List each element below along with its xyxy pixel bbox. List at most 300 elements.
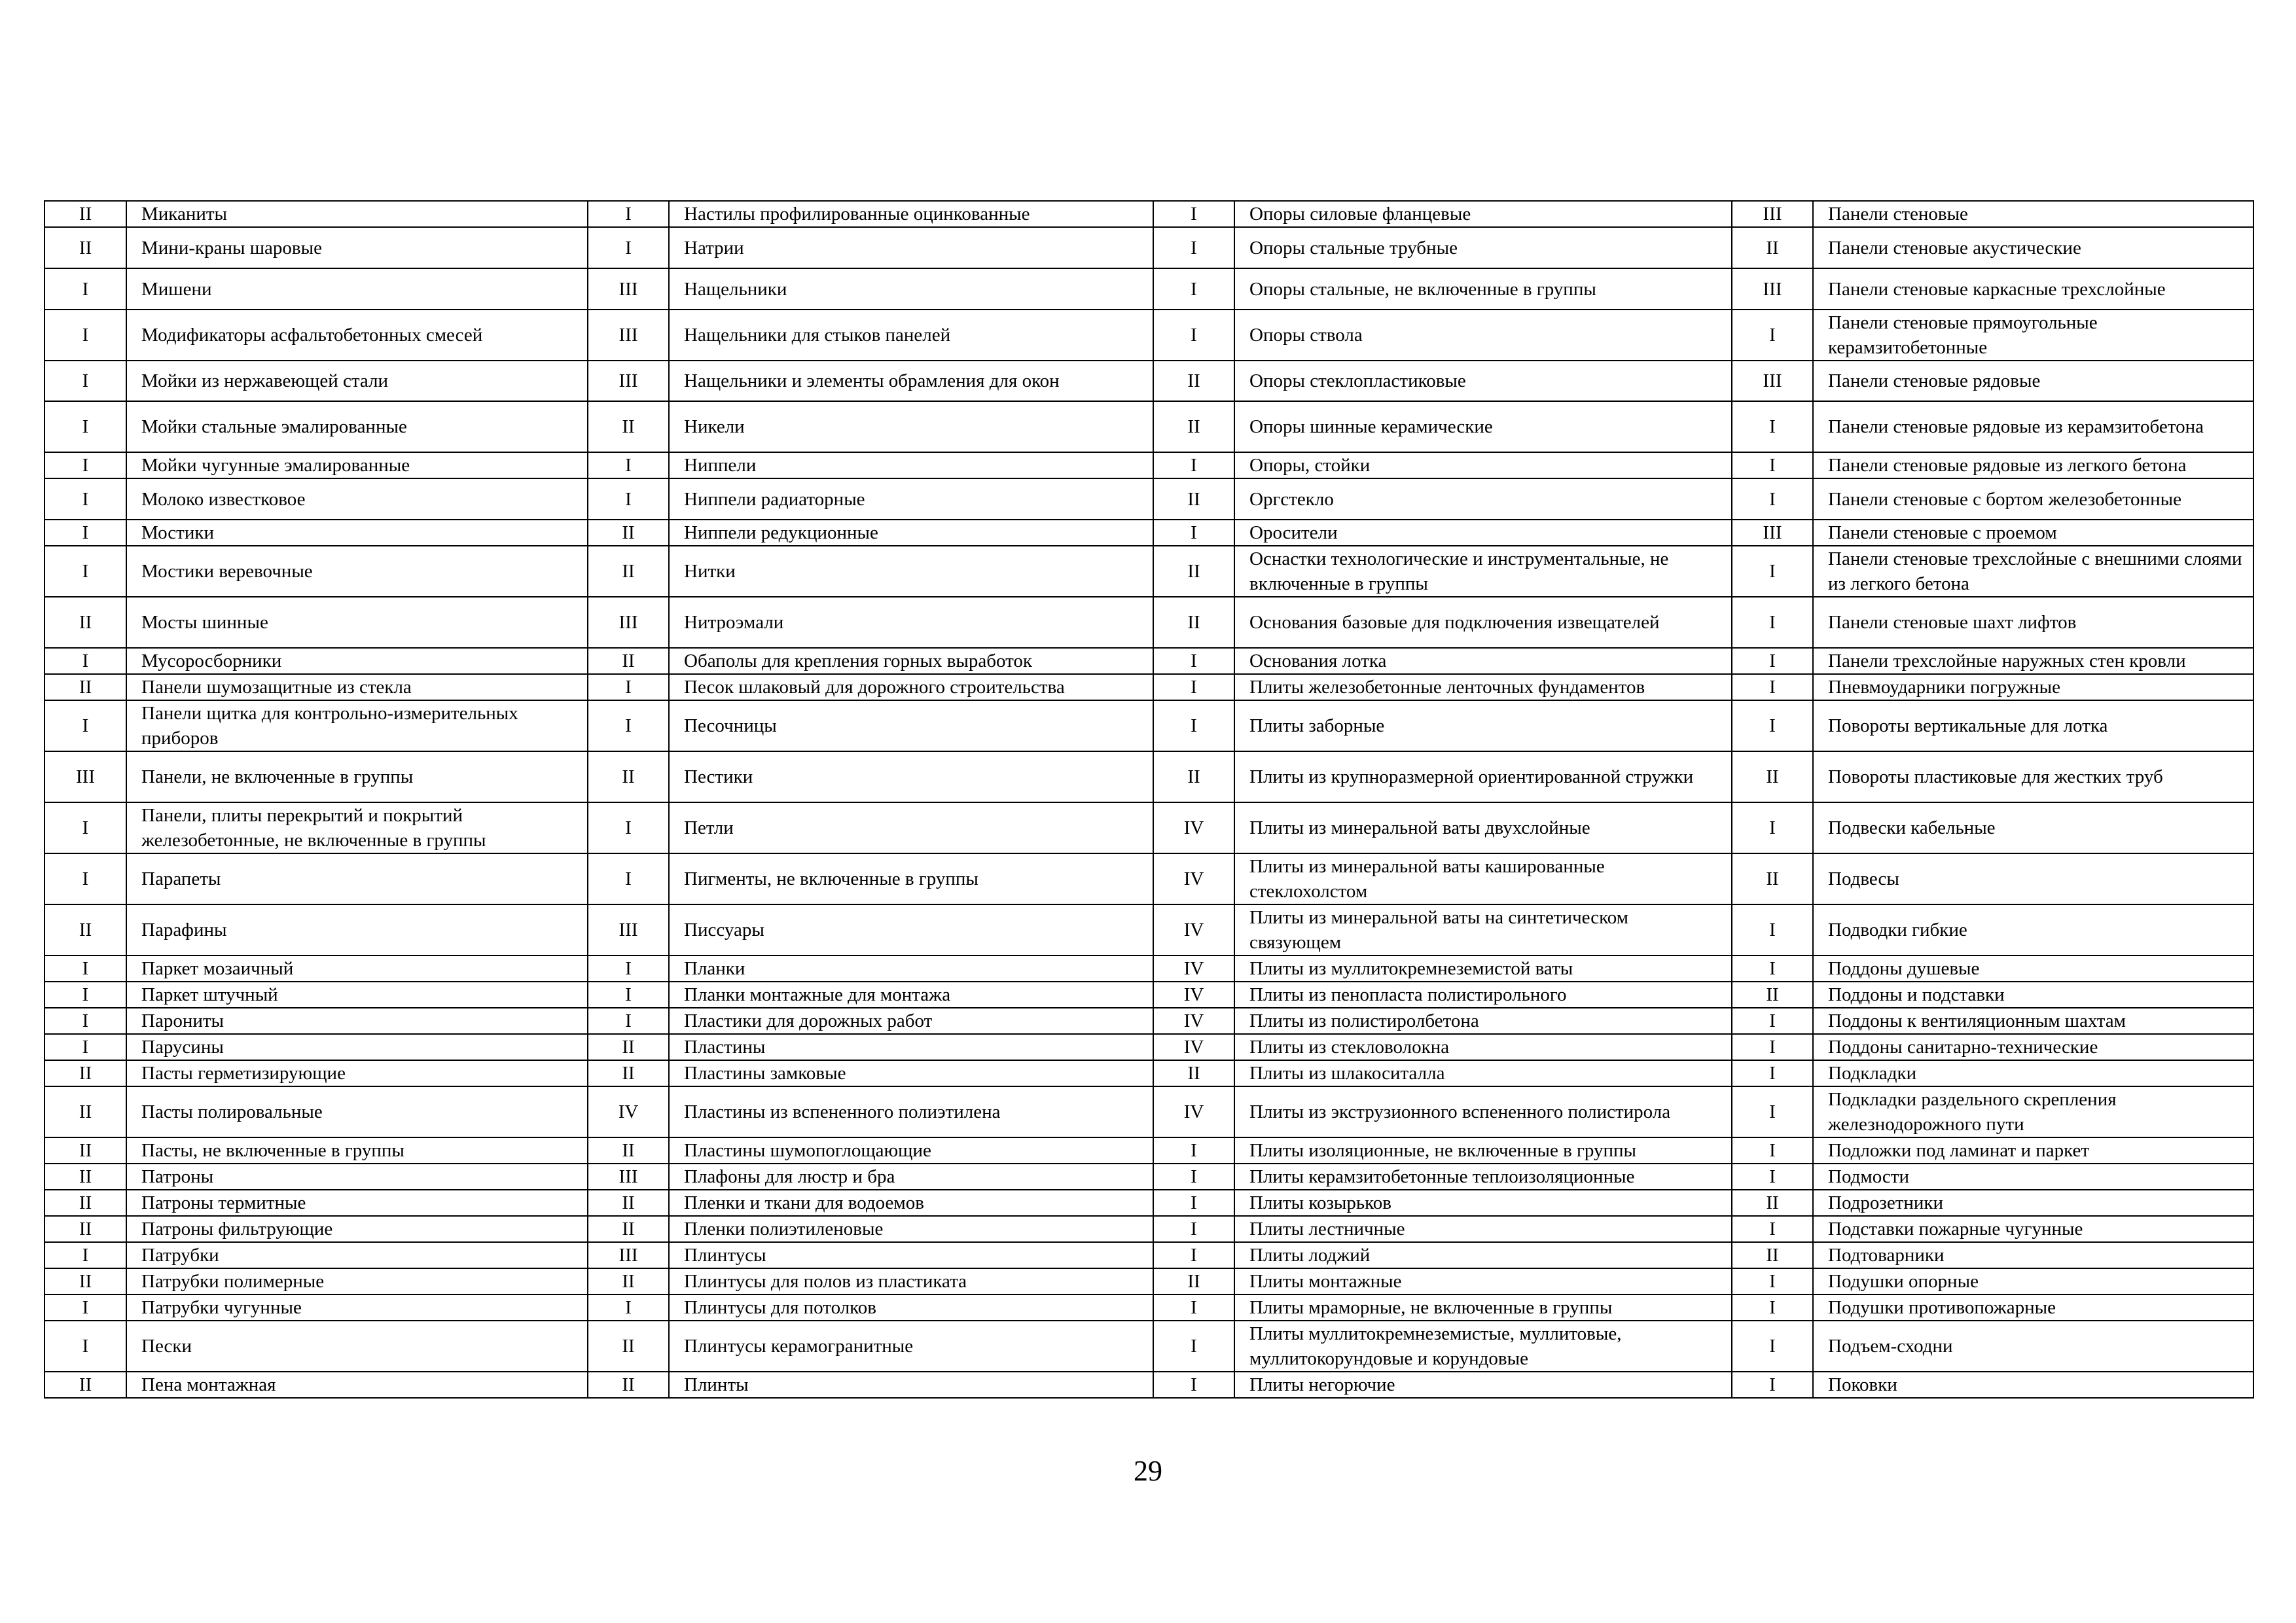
name-cell: Панели стеновые с бортом железобетонные [1813,478,2253,520]
name-cell: Подкладки раздельного скрепления железнодорожного пути [1813,1086,2253,1137]
group-cell: I [1153,700,1234,751]
group-cell: I [1153,1294,1234,1321]
name-cell: Плинтусы для полов из пластиката [669,1268,1153,1294]
name-cell: Ниппели редукционные [669,520,1153,546]
group-cell: I [588,1294,669,1321]
group-cell: II [1732,1242,1813,1268]
table-row [45,1008,2253,1034]
name-cell: Плинтусы [669,1242,1153,1268]
name-cell: Парониты [126,1008,588,1034]
name-cell: Подрозетники [1813,1190,2253,1216]
group-cell: I [1732,478,1813,520]
name-cell: Основания базовые для подключения извещателей [1234,597,1732,648]
name-cell: Обаполы для крепления горных выработок [669,648,1153,674]
table-row [45,853,2253,904]
group-cell: I [1732,1268,1813,1294]
name-cell: Мостики веревочные [126,546,588,597]
name-cell: Поковки [1813,1372,2253,1398]
name-cell: Плиты из шлакоситалла [1234,1060,1732,1086]
group-cell: I [588,853,669,904]
name-cell: Патроны фильтрующие [126,1216,588,1242]
group-cell: I [45,546,126,597]
name-cell: Пасты герметизирующие [126,1060,588,1086]
group-cell: III [1732,268,1813,310]
group-cell: I [1732,955,1813,982]
group-cell: II [1153,597,1234,648]
name-cell: Подтоварники [1813,1242,2253,1268]
group-cell: II [1153,401,1234,452]
group-cell: IV [1153,982,1234,1008]
group-cell: I [1153,268,1234,310]
group-cell: I [45,700,126,751]
name-cell: Плиты из муллитокремнеземистой ваты [1234,955,1732,982]
table-row [45,700,2253,751]
group-cell: I [45,1034,126,1060]
table-row [45,648,2253,674]
name-cell: Подмости [1813,1164,2253,1190]
group-cell: I [45,452,126,478]
group-cell: I [1732,401,1813,452]
name-cell: Планки [669,955,1153,982]
group-cell: II [45,1372,126,1398]
table-row [45,1216,2253,1242]
group-cell: I [1732,1321,1813,1372]
name-cell: Плиты лестничные [1234,1216,1732,1242]
table-row [45,1190,2253,1216]
name-cell: Опоры силовые фланцевые [1234,201,1732,227]
name-cell: Пластины [669,1034,1153,1060]
name-cell: Плиты из полистиролбетона [1234,1008,1732,1034]
group-cell: I [588,955,669,982]
group-cell: II [1732,227,1813,268]
name-cell: Миканиты [126,201,588,227]
name-cell: Ниппели [669,452,1153,478]
page-number: 29 [1134,1455,1162,1487]
name-cell: Плиты из пенопласта полистирольного [1234,982,1732,1008]
group-cell: II [1153,546,1234,597]
table-row [45,1086,2253,1137]
group-cell: I [1732,597,1813,648]
group-cell: I [45,1321,126,1372]
group-cell: I [588,227,669,268]
name-cell: Пена монтажная [126,1372,588,1398]
name-cell: Нащельники и элементы обрамления для окон [669,361,1153,401]
group-cell: II [1732,982,1813,1008]
group-cell: II [588,1137,669,1164]
group-cell: II [1153,478,1234,520]
group-cell: IV [1153,1034,1234,1060]
group-cell: I [1153,1242,1234,1268]
group-cell: II [588,546,669,597]
name-cell: Мусоросборники [126,648,588,674]
name-cell: Петли [669,802,1153,853]
materials-table [44,200,2254,1399]
group-cell: II [45,1216,126,1242]
name-cell: Пластины из вспененного полиэтилена [669,1086,1153,1137]
name-cell: Оросители [1234,520,1732,546]
table-row [45,1060,2253,1086]
group-cell: I [588,452,669,478]
table-row [45,1034,2253,1060]
name-cell: Панели стеновые каркасные трехслойные [1813,268,2253,310]
name-cell: Подставки пожарные чугунные [1813,1216,2253,1242]
group-cell: III [588,310,669,361]
group-cell: II [45,904,126,955]
group-cell: I [1153,1164,1234,1190]
group-cell: II [45,201,126,227]
name-cell: Плинтусы керамогранитные [669,1321,1153,1372]
name-cell: Пленки полиэтиленовые [669,1216,1153,1242]
name-cell: Нащельники [669,268,1153,310]
name-cell: Пестики [669,751,1153,802]
name-cell: Плиты монтажные [1234,1268,1732,1294]
name-cell: Оргстекло [1234,478,1732,520]
name-cell: Панели стеновые рядовые [1813,361,2253,401]
name-cell: Плиты негорючие [1234,1372,1732,1398]
name-cell: Панели стеновые рядовые из легкого бетона [1813,452,2253,478]
name-cell: Патроны [126,1164,588,1190]
group-cell: III [588,361,669,401]
name-cell: Плиты заборные [1234,700,1732,751]
group-cell: III [1732,201,1813,227]
group-cell: II [45,674,126,700]
name-cell: Плиты из минеральной ваты кашированные стеклохолстом [1234,853,1732,904]
table-row [45,751,2253,802]
name-cell: Подушки противопожарные [1813,1294,2253,1321]
group-cell: I [588,674,669,700]
name-cell: Плиты изоляционные, не включенные в группы [1234,1137,1732,1164]
group-cell: I [1153,201,1234,227]
group-cell: I [1732,1216,1813,1242]
name-cell: Панели трехслойные наружных стен кровли [1813,648,2253,674]
name-cell: Плинтусы для потолков [669,1294,1153,1321]
group-cell: II [45,1190,126,1216]
group-cell: II [1732,1190,1813,1216]
name-cell: Основания лотка [1234,648,1732,674]
name-cell: Подкладки [1813,1060,2253,1086]
group-cell: I [1153,1321,1234,1372]
table-row [45,201,2253,227]
name-cell: Панели, не включенные в группы [126,751,588,802]
group-cell: I [588,201,669,227]
group-cell: IV [1153,853,1234,904]
group-cell: II [45,1268,126,1294]
group-cell: I [588,1008,669,1034]
table-row [45,310,2253,361]
table-row [45,1242,2253,1268]
name-cell: Пасты, не включенные в группы [126,1137,588,1164]
group-cell: II [588,1216,669,1242]
group-cell: IV [1153,1008,1234,1034]
group-cell: II [588,1268,669,1294]
name-cell: Пленки и ткани для водоемов [669,1190,1153,1216]
name-cell: Писсуары [669,904,1153,955]
group-cell: I [1732,904,1813,955]
name-cell: Пигменты, не включенные в группы [669,853,1153,904]
name-cell: Нащельники для стыков панелей [669,310,1153,361]
name-cell: Оснастки технологические и инструментальные, не включенные в группы [1234,546,1732,597]
name-cell: Ниппели радиаторные [669,478,1153,520]
name-cell: Песочницы [669,700,1153,751]
table-row [45,904,2253,955]
group-cell: IV [588,1086,669,1137]
group-cell: III [1732,361,1813,401]
group-cell: III [1732,520,1813,546]
name-cell: Паркет штучный [126,982,588,1008]
name-cell: Плиты из стекловолокна [1234,1034,1732,1060]
group-cell: II [1153,751,1234,802]
group-cell: I [1732,1164,1813,1190]
group-cell: I [1153,452,1234,478]
name-cell: Опоры, стойки [1234,452,1732,478]
group-cell: II [1153,361,1234,401]
name-cell: Плиты лоджий [1234,1242,1732,1268]
group-cell: II [588,1190,669,1216]
name-cell: Патрубки чугунные [126,1294,588,1321]
group-cell: III [588,268,669,310]
group-cell: III [588,597,669,648]
name-cell: Поддоны санитарно-технические [1813,1034,2253,1060]
name-cell: Подъем-сходни [1813,1321,2253,1372]
group-cell: I [45,478,126,520]
name-cell: Паркет мозаичный [126,955,588,982]
name-cell: Мостики [126,520,588,546]
name-cell: Подложки под ламинат и паркет [1813,1137,2253,1164]
group-cell: II [45,597,126,648]
group-cell: I [45,1242,126,1268]
group-cell: I [1732,802,1813,853]
name-cell: Подвесы [1813,853,2253,904]
name-cell: Планки монтажные для монтажа [669,982,1153,1008]
name-cell: Панели щитка для контрольно-измерительных приборов [126,700,588,751]
name-cell: Нитроэмали [669,597,1153,648]
group-cell: I [1732,700,1813,751]
name-cell: Панели стеновые с проемом [1813,520,2253,546]
group-cell: II [588,648,669,674]
name-cell: Песок шлаковый для дорожного строительства [669,674,1153,700]
table-row [45,674,2253,700]
group-cell: I [1732,1294,1813,1321]
table-row [45,268,2253,310]
group-cell: I [1153,1216,1234,1242]
name-cell: Молоко известковое [126,478,588,520]
group-cell: II [588,520,669,546]
name-cell: Опоры стеклопластиковые [1234,361,1732,401]
table-row [45,982,2253,1008]
table-row [45,401,2253,452]
name-cell: Опоры стальные трубные [1234,227,1732,268]
group-cell: I [1732,1060,1813,1086]
name-cell: Плиты из минеральной ваты на синтетическом связующем [1234,904,1732,955]
group-cell: I [588,478,669,520]
group-cell: II [45,1086,126,1137]
table-row [45,227,2253,268]
group-cell: II [45,227,126,268]
name-cell: Панели стеновые прямоугольные керамзитобетонные [1813,310,2253,361]
name-cell: Парапеты [126,853,588,904]
group-cell: II [588,1372,669,1398]
group-cell: I [1153,520,1234,546]
group-cell: I [45,268,126,310]
name-cell: Панели стеновые шахт лифтов [1813,597,2253,648]
group-cell: I [45,361,126,401]
group-cell: I [1153,1137,1234,1164]
group-cell: IV [1153,955,1234,982]
table-row [45,1372,2253,1398]
name-cell: Мойки стальные эмалированные [126,401,588,452]
group-cell: II [1153,1268,1234,1294]
name-cell: Плиты из минеральной ваты двухслойные [1234,802,1732,853]
group-cell: II [588,751,669,802]
group-cell: I [1153,648,1234,674]
name-cell: Парафины [126,904,588,955]
group-cell: I [45,401,126,452]
group-cell: III [588,1164,669,1190]
table-row [45,1268,2253,1294]
name-cell: Подвески кабельные [1813,802,2253,853]
name-cell: Панели стеновые рядовые из керамзитобетона [1813,401,2253,452]
name-cell: Плиты из крупноразмерной ориентированной стружки [1234,751,1732,802]
group-cell: I [45,648,126,674]
name-cell: Панели стеновые трехслойные с внешними слоями из легкого бетона [1813,546,2253,597]
name-cell: Панели стеновые [1813,201,2253,227]
group-cell: I [1732,674,1813,700]
group-cell: II [588,401,669,452]
group-cell: I [1153,1372,1234,1398]
group-cell: I [45,310,126,361]
name-cell: Плиты козырьков [1234,1190,1732,1216]
name-cell: Пасты полировальные [126,1086,588,1137]
group-cell: I [1732,1086,1813,1137]
name-cell: Мойки из нержавеющей стали [126,361,588,401]
group-cell: I [588,802,669,853]
name-cell: Повороты вертикальные для лотка [1813,700,2253,751]
group-cell: I [45,1294,126,1321]
table-row [45,546,2253,597]
group-cell: II [45,1060,126,1086]
group-cell: II [588,1321,669,1372]
table-row [45,802,2253,853]
name-cell: Пластики для дорожных работ [669,1008,1153,1034]
group-cell: I [1153,674,1234,700]
name-cell: Опоры шинные керамические [1234,401,1732,452]
group-cell: II [1153,1060,1234,1086]
group-cell: II [588,1034,669,1060]
name-cell: Подушки опорные [1813,1268,2253,1294]
table-row [45,452,2253,478]
table-row [45,1294,2253,1321]
name-cell: Подводки гибкие [1813,904,2253,955]
group-cell: I [1732,1008,1813,1034]
name-cell: Патроны термитные [126,1190,588,1216]
name-cell: Панели шумозащитные из стекла [126,674,588,700]
table-row [45,955,2253,982]
group-cell: III [588,1242,669,1268]
name-cell: Пластины замковые [669,1060,1153,1086]
group-cell: I [45,802,126,853]
group-cell: I [45,853,126,904]
name-cell: Плиты мраморные, не включенные в группы [1234,1294,1732,1321]
name-cell: Настилы профилированные оцинкованные [669,201,1153,227]
name-cell: Пластины шумопоглощающие [669,1137,1153,1164]
group-cell: I [588,982,669,1008]
name-cell: Повороты пластиковые для жестких труб [1813,751,2253,802]
group-cell: IV [1153,904,1234,955]
name-cell: Пески [126,1321,588,1372]
name-cell: Плиты железобетонные ленточных фундаментов [1234,674,1732,700]
name-cell: Поддоны душевые [1813,955,2253,982]
name-cell: Парусины [126,1034,588,1060]
name-cell: Модификаторы асфальтобетонных смесей [126,310,588,361]
group-cell: III [45,751,126,802]
group-cell: I [1153,310,1234,361]
name-cell: Никели [669,401,1153,452]
group-cell: III [588,904,669,955]
name-cell: Опоры стальные, не включенные в группы [1234,268,1732,310]
group-cell: I [1732,452,1813,478]
name-cell: Мойки чугунные эмалированные [126,452,588,478]
table-row [45,1164,2253,1190]
table-row [45,597,2253,648]
table-body [45,201,2253,1398]
table-row [45,1137,2253,1164]
group-cell: II [45,1164,126,1190]
name-cell: Панели стеновые акустические [1813,227,2253,268]
table-row [45,1321,2253,1372]
group-cell: IV [1153,802,1234,853]
table-row [45,478,2253,520]
name-cell: Патрубки [126,1242,588,1268]
group-cell: II [588,1060,669,1086]
group-cell: I [1153,1190,1234,1216]
group-cell: I [45,520,126,546]
group-cell: I [45,982,126,1008]
group-cell: I [1732,1372,1813,1398]
name-cell: Мосты шинные [126,597,588,648]
group-cell: I [1732,546,1813,597]
table-row [45,520,2253,546]
name-cell: Панели, плиты перекрытий и покрытий железобетонные, не включенные в группы [126,802,588,853]
table-row [45,361,2253,401]
group-cell: I [1732,1034,1813,1060]
group-cell: II [1732,751,1813,802]
group-cell: I [1153,227,1234,268]
name-cell: Поддоны и подставки [1813,982,2253,1008]
name-cell: Нитки [669,546,1153,597]
name-cell: Патрубки полимерные [126,1268,588,1294]
name-cell: Опоры ствола [1234,310,1732,361]
group-cell: I [45,1008,126,1034]
name-cell: Плафоны для люстр и бра [669,1164,1153,1190]
name-cell: Мишени [126,268,588,310]
group-cell: II [1732,853,1813,904]
name-cell: Плинты [669,1372,1153,1398]
name-cell: Плиты из экструзионного вспененного полистирола [1234,1086,1732,1137]
group-cell: II [45,1137,126,1164]
group-cell: I [45,955,126,982]
name-cell: Поддоны к вентиляционным шахтам [1813,1008,2253,1034]
name-cell: Плиты керамзитобетонные теплоизоляционные [1234,1164,1732,1190]
name-cell: Натрии [669,227,1153,268]
group-cell: I [1732,1137,1813,1164]
name-cell: Пневмоударники погружные [1813,674,2253,700]
group-cell: I [588,700,669,751]
name-cell: Мини-краны шаровые [126,227,588,268]
group-cell: I [1732,310,1813,361]
name-cell: Плиты муллитокремнеземистые, муллитовые, муллитокорундовые и корундовые [1234,1321,1732,1372]
group-cell: IV [1153,1086,1234,1137]
group-cell: I [1732,648,1813,674]
